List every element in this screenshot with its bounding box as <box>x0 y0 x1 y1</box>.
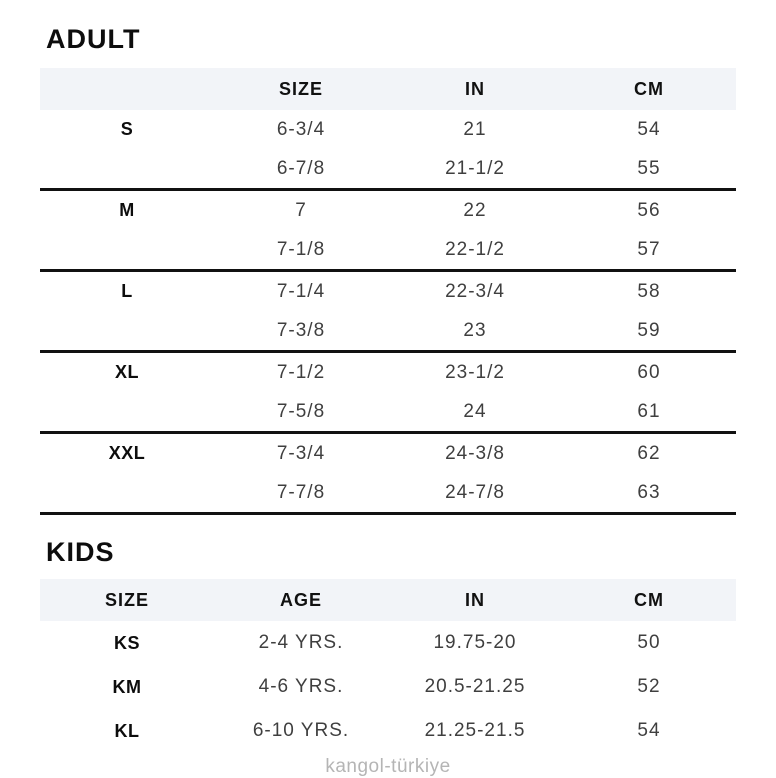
in-value: 23 <box>388 311 562 352</box>
cm-value: 54 <box>637 720 661 741</box>
age-value: 4-6 YRS. <box>258 676 344 697</box>
size-label <box>40 311 214 352</box>
table-row <box>40 621 736 665</box>
table-row <box>40 230 736 271</box>
table-row <box>40 149 736 190</box>
size-label: XXL <box>108 443 146 463</box>
in-value: 23-1/2 <box>445 361 505 383</box>
cm-value: 59 <box>562 311 736 352</box>
adult-col-cm: CM <box>562 68 736 110</box>
table-row <box>40 433 736 474</box>
size-label <box>40 149 214 190</box>
table-row <box>40 665 736 709</box>
size-value: 7-1/2 <box>276 361 326 383</box>
in-value: 20.5-21.25 <box>424 676 526 697</box>
size-label <box>40 392 214 433</box>
cm-value: 58 <box>637 280 661 302</box>
size-label: L <box>121 281 133 301</box>
in-value: 22-1/2 <box>388 230 562 271</box>
adult-col-size: SIZE <box>214 68 388 110</box>
size-value: 7-5/8 <box>214 392 388 433</box>
adult-col-in: IN <box>388 68 562 110</box>
adult-table-header-row <box>40 68 736 110</box>
cm-value: 56 <box>637 199 661 221</box>
table-row <box>40 311 736 352</box>
table-row <box>40 709 736 753</box>
size-label <box>40 230 214 271</box>
kids-table-header-row <box>40 579 736 621</box>
age-value: 2-4 YRS. <box>258 632 344 653</box>
cm-value: 60 <box>637 361 661 383</box>
size-value: 7-7/8 <box>214 473 388 514</box>
age-value: 6-10 YRS. <box>252 720 350 741</box>
size-label: S <box>120 119 134 139</box>
size-value: 7-3/8 <box>214 311 388 352</box>
table-row <box>40 473 736 514</box>
adult-heading: ADULT <box>46 24 141 54</box>
size-value: 7-1/4 <box>276 280 326 302</box>
in-value: 21-1/2 <box>388 149 562 190</box>
table-row <box>40 190 736 231</box>
size-label: KM <box>112 676 142 697</box>
cm-value: 55 <box>562 149 736 190</box>
size-label: KL <box>114 720 140 741</box>
cm-value: 54 <box>637 118 661 140</box>
kids-heading: KIDS <box>46 537 115 567</box>
size-value: 7 <box>295 199 307 221</box>
kids-col-size: SIZE <box>40 579 214 621</box>
in-value: 19.75-20 <box>433 632 517 653</box>
size-label: KS <box>113 632 140 653</box>
cm-value: 50 <box>637 632 661 653</box>
table-row <box>40 110 736 149</box>
cm-value: 63 <box>562 473 736 514</box>
size-label <box>40 473 214 514</box>
in-value: 22 <box>463 199 487 221</box>
table-row <box>40 271 736 312</box>
in-value: 24 <box>388 392 562 433</box>
size-value: 7-1/8 <box>214 230 388 271</box>
size-value: 6-3/4 <box>276 118 326 140</box>
in-value: 21 <box>463 118 487 140</box>
cm-value: 52 <box>637 676 661 697</box>
size-label: XL <box>114 362 139 382</box>
kids-col-in: IN <box>388 579 562 621</box>
table-row <box>40 392 736 433</box>
adult-size-table <box>40 68 736 515</box>
kids-col-age: AGE <box>214 579 388 621</box>
in-value: 22-3/4 <box>445 280 505 302</box>
size-value: 6-7/8 <box>214 149 388 190</box>
brand-watermark: kangol-türkiye <box>325 756 451 777</box>
kids-size-table <box>40 579 736 753</box>
size-value: 7-3/4 <box>276 442 326 464</box>
size-label: M <box>119 200 135 220</box>
in-value: 21.25-21.5 <box>424 720 526 741</box>
cm-value: 61 <box>562 392 736 433</box>
adult-col-blank <box>40 68 214 110</box>
kids-col-cm: CM <box>562 579 736 621</box>
cm-value: 62 <box>637 442 661 464</box>
in-value: 24-7/8 <box>388 473 562 514</box>
in-value: 24-3/8 <box>445 442 505 464</box>
table-row <box>40 352 736 393</box>
cm-value: 57 <box>562 230 736 271</box>
